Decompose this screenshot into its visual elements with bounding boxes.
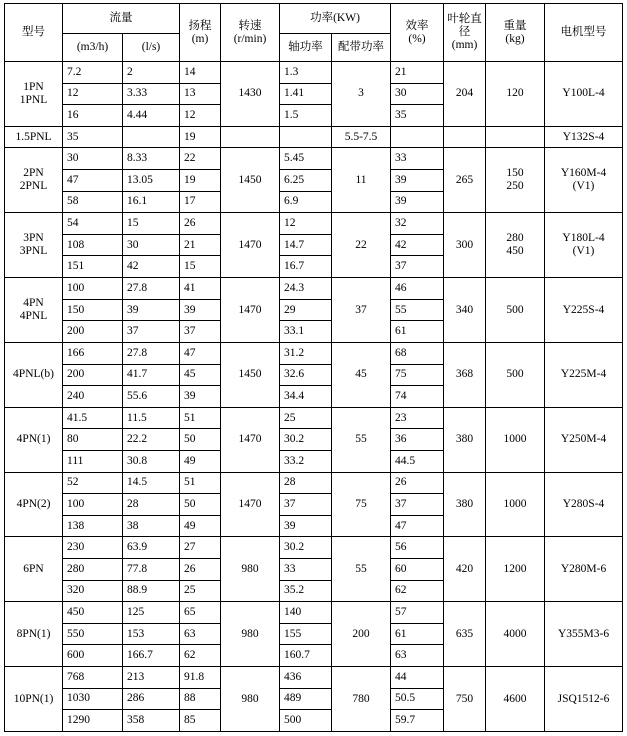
- efficiency-cell: 62: [391, 580, 444, 602]
- shaft-power-cell: [280, 126, 332, 148]
- header-flow-m3h: (m3/h): [63, 34, 123, 62]
- flow-ls-cell: 38: [123, 515, 180, 537]
- model-cell: 8PN(1): [5, 602, 63, 667]
- head-cell: 21: [180, 234, 221, 256]
- impeller-cell: [444, 126, 486, 148]
- shaft-power-cell: 12: [280, 213, 332, 235]
- head-cell: 25: [180, 580, 221, 602]
- rated-power-cell: 37: [332, 278, 391, 343]
- table-row: [5, 62, 623, 84]
- speed-cell: 1450: [221, 342, 280, 407]
- impeller-cell: 635: [444, 602, 486, 667]
- header-weight: [486, 4, 545, 62]
- efficiency-cell: 44.5: [391, 450, 444, 472]
- header-speed: [221, 4, 280, 62]
- header-flow: 流量: [63, 4, 180, 34]
- shaft-power-cell: 33.1: [280, 321, 332, 343]
- head-cell: 47: [180, 342, 221, 364]
- model-cell: 1PN 1PNL: [5, 62, 63, 127]
- shaft-power-cell: 16.7: [280, 256, 332, 278]
- model-cell: 4PN(2): [5, 472, 63, 537]
- efficiency-cell: 36: [391, 429, 444, 451]
- weight-cell: 1000: [486, 407, 545, 472]
- rated-power-cell: 200: [332, 602, 391, 667]
- table-row: [5, 126, 623, 148]
- efficiency-cell: 50.5: [391, 688, 444, 710]
- motor-cell: Y280M-6: [545, 537, 623, 602]
- shaft-power-cell: 28: [280, 472, 332, 494]
- speed-cell: 1450: [221, 148, 280, 213]
- header-model: 型号: [5, 4, 63, 62]
- efficiency-cell: 42: [391, 234, 444, 256]
- shaft-power-cell: 1.3: [280, 62, 332, 84]
- header-rated-power: 配带功率: [332, 34, 391, 62]
- flow-m3h-cell: 230: [63, 537, 123, 559]
- flow-m3h-cell: 52: [63, 472, 123, 494]
- flow-m3h-cell: 12: [63, 83, 123, 105]
- flow-m3h-cell: 200: [63, 364, 123, 386]
- flow-m3h-cell: 1290: [63, 710, 123, 732]
- flow-m3h-cell: 100: [63, 278, 123, 300]
- flow-m3h-cell: 768: [63, 667, 123, 689]
- shaft-power-cell: 140: [280, 602, 332, 624]
- model-cell: 4PNL(b): [5, 342, 63, 407]
- shaft-power-cell: 160.7: [280, 645, 332, 667]
- shaft-power-cell: 33.2: [280, 450, 332, 472]
- flow-ls-cell: [123, 126, 180, 148]
- model-cell: 2PN 2PNL: [5, 148, 63, 213]
- head-cell: 27: [180, 537, 221, 559]
- flow-ls-cell: 39: [123, 299, 180, 321]
- motor-cell: Y355M3-6: [545, 602, 623, 667]
- efficiency-cell: 23: [391, 407, 444, 429]
- shaft-power-cell: 489: [280, 688, 332, 710]
- shaft-power-cell: 32.6: [280, 364, 332, 386]
- head-cell: 39: [180, 299, 221, 321]
- flow-ls-cell: 125: [123, 602, 180, 624]
- flow-m3h-cell: 151: [63, 256, 123, 278]
- efficiency-cell: 75: [391, 364, 444, 386]
- shaft-power-cell: 14.7: [280, 234, 332, 256]
- head-cell: 37: [180, 321, 221, 343]
- header-head: [180, 4, 221, 62]
- header-power: 功率(KW): [280, 4, 391, 34]
- weight-cell: 120: [486, 62, 545, 127]
- flow-m3h-cell: 1030: [63, 688, 123, 710]
- table-row: [5, 148, 623, 170]
- rated-power-cell: 55: [332, 537, 391, 602]
- speed-cell: 1430: [221, 62, 280, 127]
- rated-power-cell: 22: [332, 213, 391, 278]
- flow-ls-cell: 13.05: [123, 170, 180, 192]
- shaft-power-cell: 1.5: [280, 105, 332, 127]
- shaft-power-cell: 436: [280, 667, 332, 689]
- table-row: [5, 278, 623, 300]
- header-shaft-power: 轴功率: [280, 34, 332, 62]
- rated-power-cell: 5.5-7.5: [332, 126, 391, 148]
- impeller-cell: 204: [444, 62, 486, 127]
- head-cell: 49: [180, 515, 221, 537]
- head-cell: 65: [180, 602, 221, 624]
- head-cell: 26: [180, 213, 221, 235]
- shaft-power-cell: 33: [280, 559, 332, 581]
- motor-cell: Y225M-4: [545, 342, 623, 407]
- flow-m3h-cell: 450: [63, 602, 123, 624]
- header-speed-label: 转速: [238, 19, 262, 32]
- efficiency-cell: 39: [391, 191, 444, 213]
- impeller-cell: 420: [444, 537, 486, 602]
- efficiency-cell: 61: [391, 321, 444, 343]
- shaft-power-cell: 34.4: [280, 386, 332, 408]
- efficiency-cell: 60: [391, 559, 444, 581]
- head-cell: 51: [180, 472, 221, 494]
- weight-cell: 280 450: [486, 213, 545, 278]
- shaft-power-cell: 155: [280, 623, 332, 645]
- shaft-power-cell: 6.9: [280, 191, 332, 213]
- head-cell: 50: [180, 494, 221, 516]
- weight-cell: 1200: [486, 537, 545, 602]
- impeller-cell: 380: [444, 407, 486, 472]
- head-cell: 45: [180, 364, 221, 386]
- flow-m3h-cell: 16: [63, 105, 123, 127]
- impeller-cell: 368: [444, 342, 486, 407]
- flow-m3h-cell: 150: [63, 299, 123, 321]
- speed-cell: 1470: [221, 213, 280, 278]
- header-head-label: 扬程: [188, 19, 212, 32]
- speed-cell: 1470: [221, 472, 280, 537]
- head-cell: 19: [180, 126, 221, 148]
- motor-cell: Y180L-4 (V1): [545, 213, 623, 278]
- efficiency-cell: 37: [391, 256, 444, 278]
- rated-power-cell: 55: [332, 407, 391, 472]
- pump-spec-table: [4, 3, 623, 732]
- impeller-cell: 380: [444, 472, 486, 537]
- impeller-cell: 340: [444, 278, 486, 343]
- efficiency-cell: 68: [391, 342, 444, 364]
- header-row-1: [5, 4, 623, 34]
- table-row: [5, 342, 623, 364]
- shaft-power-cell: 30.2: [280, 537, 332, 559]
- impeller-cell: 300: [444, 213, 486, 278]
- head-cell: 41: [180, 278, 221, 300]
- flow-ls-cell: 41.7: [123, 364, 180, 386]
- flow-m3h-cell: 108: [63, 234, 123, 256]
- shaft-power-cell: 1.41: [280, 83, 332, 105]
- motor-cell: Y250M-4: [545, 407, 623, 472]
- head-cell: 49: [180, 450, 221, 472]
- motor-cell: Y100L-4: [545, 62, 623, 127]
- flow-m3h-cell: 600: [63, 645, 123, 667]
- table-row: [5, 667, 623, 689]
- shaft-power-cell: 29: [280, 299, 332, 321]
- weight-cell: [486, 126, 545, 148]
- head-cell: 13: [180, 83, 221, 105]
- flow-m3h-cell: 280: [63, 559, 123, 581]
- flow-ls-cell: 22.2: [123, 429, 180, 451]
- motor-cell: Y280S-4: [545, 472, 623, 537]
- header-efficiency-unit: (%): [408, 32, 426, 45]
- flow-m3h-cell: 30: [63, 148, 123, 170]
- motor-cell: Y160M-4 (V1): [545, 148, 623, 213]
- flow-ls-cell: 30: [123, 234, 180, 256]
- head-cell: 19: [180, 170, 221, 192]
- flow-m3h-cell: 47: [63, 170, 123, 192]
- flow-ls-cell: 88.9: [123, 580, 180, 602]
- flow-ls-cell: 14.5: [123, 472, 180, 494]
- efficiency-cell: 26: [391, 472, 444, 494]
- header-weight-label: 重量: [503, 19, 527, 32]
- efficiency-cell: 61: [391, 623, 444, 645]
- model-cell: 1.5PNL: [5, 126, 63, 148]
- flow-ls-cell: 30.8: [123, 450, 180, 472]
- shaft-power-cell: 24.3: [280, 278, 332, 300]
- efficiency-cell: 39: [391, 170, 444, 192]
- rated-power-cell: 11: [332, 148, 391, 213]
- flow-m3h-cell: 240: [63, 386, 123, 408]
- shaft-power-cell: 30.2: [280, 429, 332, 451]
- head-cell: 12: [180, 105, 221, 127]
- efficiency-cell: 56: [391, 537, 444, 559]
- head-cell: 17: [180, 191, 221, 213]
- speed-cell: [221, 126, 280, 148]
- weight-cell: 500: [486, 278, 545, 343]
- motor-cell: Y132S-4: [545, 126, 623, 148]
- weight-cell: 1000: [486, 472, 545, 537]
- efficiency-cell: 74: [391, 386, 444, 408]
- efficiency-cell: [391, 126, 444, 148]
- speed-cell: 980: [221, 667, 280, 732]
- model-cell: 10PN(1): [5, 667, 63, 732]
- efficiency-cell: 59.7: [391, 710, 444, 732]
- header-weight-unit: (kg): [505, 32, 525, 45]
- flow-m3h-cell: 100: [63, 494, 123, 516]
- shaft-power-cell: 500: [280, 710, 332, 732]
- efficiency-cell: 46: [391, 278, 444, 300]
- impeller-cell: 750: [444, 667, 486, 732]
- flow-m3h-cell: 80: [63, 429, 123, 451]
- head-cell: 88: [180, 688, 221, 710]
- efficiency-cell: 44: [391, 667, 444, 689]
- flow-ls-cell: 55.6: [123, 386, 180, 408]
- flow-ls-cell: 213: [123, 667, 180, 689]
- flow-ls-cell: 27.8: [123, 342, 180, 364]
- rated-power-cell: 780: [332, 667, 391, 732]
- model-cell: 4PN(1): [5, 407, 63, 472]
- shaft-power-cell: 31.2: [280, 342, 332, 364]
- efficiency-cell: 55: [391, 299, 444, 321]
- flow-ls-cell: 358: [123, 710, 180, 732]
- weight-cell: 4000: [486, 602, 545, 667]
- shaft-power-cell: 37: [280, 494, 332, 516]
- head-cell: 22: [180, 148, 221, 170]
- rated-power-cell: 75: [332, 472, 391, 537]
- table-row: [5, 537, 623, 559]
- table-row: [5, 407, 623, 429]
- head-cell: 91.8: [180, 667, 221, 689]
- speed-cell: 980: [221, 537, 280, 602]
- flow-ls-cell: 27.8: [123, 278, 180, 300]
- flow-m3h-cell: 54: [63, 213, 123, 235]
- motor-cell: JSQ1512-6: [545, 667, 623, 732]
- motor-cell: Y225S-4: [545, 278, 623, 343]
- efficiency-cell: 63: [391, 645, 444, 667]
- head-cell: 26: [180, 559, 221, 581]
- flow-m3h-cell: 35: [63, 126, 123, 148]
- flow-m3h-cell: 166: [63, 342, 123, 364]
- speed-cell: 980: [221, 602, 280, 667]
- header-head-unit: (m): [191, 32, 209, 45]
- model-cell: 6PN: [5, 537, 63, 602]
- flow-ls-cell: 77.8: [123, 559, 180, 581]
- flow-ls-cell: 63.9: [123, 537, 180, 559]
- head-cell: 85: [180, 710, 221, 732]
- flow-m3h-cell: 200: [63, 321, 123, 343]
- header-impeller-unit: (mm): [451, 39, 478, 51]
- model-cell: 4PN 4PNL: [5, 278, 63, 343]
- efficiency-cell: 32: [391, 213, 444, 235]
- speed-cell: 1470: [221, 278, 280, 343]
- weight-cell: 150 250: [486, 148, 545, 213]
- flow-ls-cell: 286: [123, 688, 180, 710]
- shaft-power-cell: 5.45: [280, 148, 332, 170]
- efficiency-cell: 47: [391, 515, 444, 537]
- flow-ls-cell: 15: [123, 213, 180, 235]
- efficiency-cell: 33: [391, 148, 444, 170]
- impeller-cell: 265: [444, 148, 486, 213]
- header-motor: 电机型号: [545, 4, 623, 62]
- table-row: [5, 472, 623, 494]
- head-cell: 51: [180, 407, 221, 429]
- flow-ls-cell: 3.33: [123, 83, 180, 105]
- header-efficiency: [391, 4, 444, 62]
- flow-m3h-cell: 320: [63, 580, 123, 602]
- rated-power-cell: 3: [332, 62, 391, 127]
- weight-cell: 500: [486, 342, 545, 407]
- efficiency-cell: 21: [391, 62, 444, 84]
- header-efficiency-label: 效率: [405, 19, 429, 32]
- flow-ls-cell: 42: [123, 256, 180, 278]
- efficiency-cell: 57: [391, 602, 444, 624]
- flow-ls-cell: 166.7: [123, 645, 180, 667]
- efficiency-cell: 37: [391, 494, 444, 516]
- header-impeller: [444, 4, 486, 62]
- header-flow-ls: (l/s): [123, 34, 180, 62]
- efficiency-cell: 30: [391, 83, 444, 105]
- flow-ls-cell: 37: [123, 321, 180, 343]
- head-cell: 50: [180, 429, 221, 451]
- flow-m3h-cell: 550: [63, 623, 123, 645]
- table-row: [5, 213, 623, 235]
- speed-cell: 1470: [221, 407, 280, 472]
- rated-power-cell: 45: [332, 342, 391, 407]
- table-row: [5, 602, 623, 624]
- flow-m3h-cell: 111: [63, 450, 123, 472]
- head-cell: 39: [180, 386, 221, 408]
- flow-ls-cell: 28: [123, 494, 180, 516]
- flow-ls-cell: 16.1: [123, 191, 180, 213]
- flow-m3h-cell: 41.5: [63, 407, 123, 429]
- head-cell: 62: [180, 645, 221, 667]
- header-impeller-label: 叶轮直径: [447, 13, 482, 38]
- table-body: [5, 62, 623, 732]
- shaft-power-cell: 35.2: [280, 580, 332, 602]
- weight-cell: 4600: [486, 667, 545, 732]
- flow-ls-cell: 2: [123, 62, 180, 84]
- flow-m3h-cell: 58: [63, 191, 123, 213]
- efficiency-cell: 35: [391, 105, 444, 127]
- shaft-power-cell: 39: [280, 515, 332, 537]
- head-cell: 15: [180, 256, 221, 278]
- flow-ls-cell: 4.44: [123, 105, 180, 127]
- head-cell: 63: [180, 623, 221, 645]
- flow-ls-cell: 11.5: [123, 407, 180, 429]
- head-cell: 14: [180, 62, 221, 84]
- shaft-power-cell: 25: [280, 407, 332, 429]
- shaft-power-cell: 6.25: [280, 170, 332, 192]
- model-cell: 3PN 3PNL: [5, 213, 63, 278]
- header-speed-unit: (r/min): [233, 32, 267, 45]
- flow-m3h-cell: 7.2: [63, 62, 123, 84]
- flow-ls-cell: 8.33: [123, 148, 180, 170]
- flow-m3h-cell: 138: [63, 515, 123, 537]
- flow-ls-cell: 153: [123, 623, 180, 645]
